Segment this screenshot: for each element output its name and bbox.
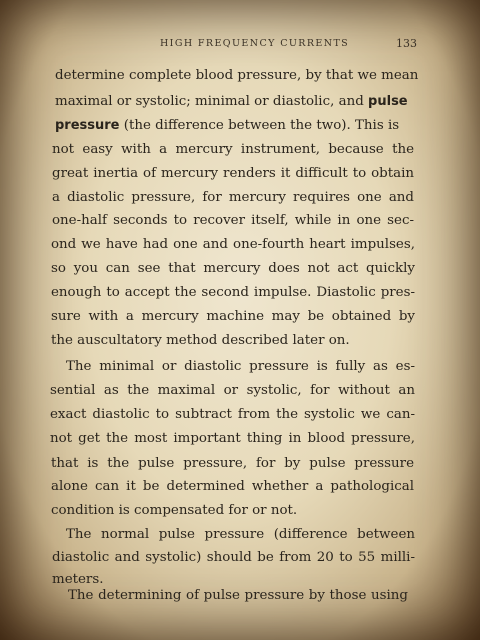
text-line: great inertia of mercury renders it difficult to obtain — [52, 166, 414, 181]
text-line: the auscultatory method described later on. — [51, 333, 350, 348]
text-line: determine complete blood pressure, by that we mean — [55, 68, 419, 83]
text-line: sure with a mercury machine may be obtained by — [51, 309, 415, 324]
text-line: not easy with a mercury instrument, because the — [52, 142, 414, 157]
text-line: ond we have had one and one-fourth heart impulses, — [51, 237, 415, 252]
text-line: The normal pulse pressure (difference between — [66, 527, 415, 542]
running-head — [0, 38, 480, 54]
text-line: exact diastolic to subtract from the systolic we can- — [50, 407, 415, 422]
bold-term: pressure — [55, 118, 120, 133]
text-line: so you can see that mercury does not act quickly — [51, 261, 415, 276]
text-line: a diastolic pressure, for mercury requires one and — [52, 190, 414, 205]
text-span: (the difference between the two). This is — [123, 118, 400, 133]
text-line: enough to accept the second impulse. Diastolic pres- — [51, 285, 415, 300]
text-line: The determining of pulse pressure by those using — [68, 588, 408, 603]
text-line — [55, 94, 414, 110]
text-span: maximal or systolic; minimal or diastolic, and — [55, 94, 364, 109]
text-line: that is the pulse pressure, for by pulse pressure — [51, 456, 414, 471]
text-line: diastolic and systolic) should be from 20 to 55 milli- — [52, 550, 415, 565]
text-line: one-half seconds to recover itself, while in one sec- — [52, 213, 414, 228]
page-number: 133 — [396, 37, 417, 50]
text-line: The minimal or diastolic pressure is fully as es- — [66, 359, 415, 374]
text-line: condition is compensated for or not. — [51, 503, 298, 518]
text-line: alone can it be determined whether a pathological — [51, 479, 414, 494]
text-line — [55, 118, 414, 134]
text-line: sential as the maximal or systolic, for without an — [50, 383, 415, 398]
text-line: not get the most important thing in blood pressure, — [50, 431, 415, 446]
text-line: meters. — [52, 572, 104, 587]
running-head-title: HIGH FREQUENCY CURRENTS — [160, 38, 350, 49]
bold-term: pulse — [368, 94, 408, 109]
